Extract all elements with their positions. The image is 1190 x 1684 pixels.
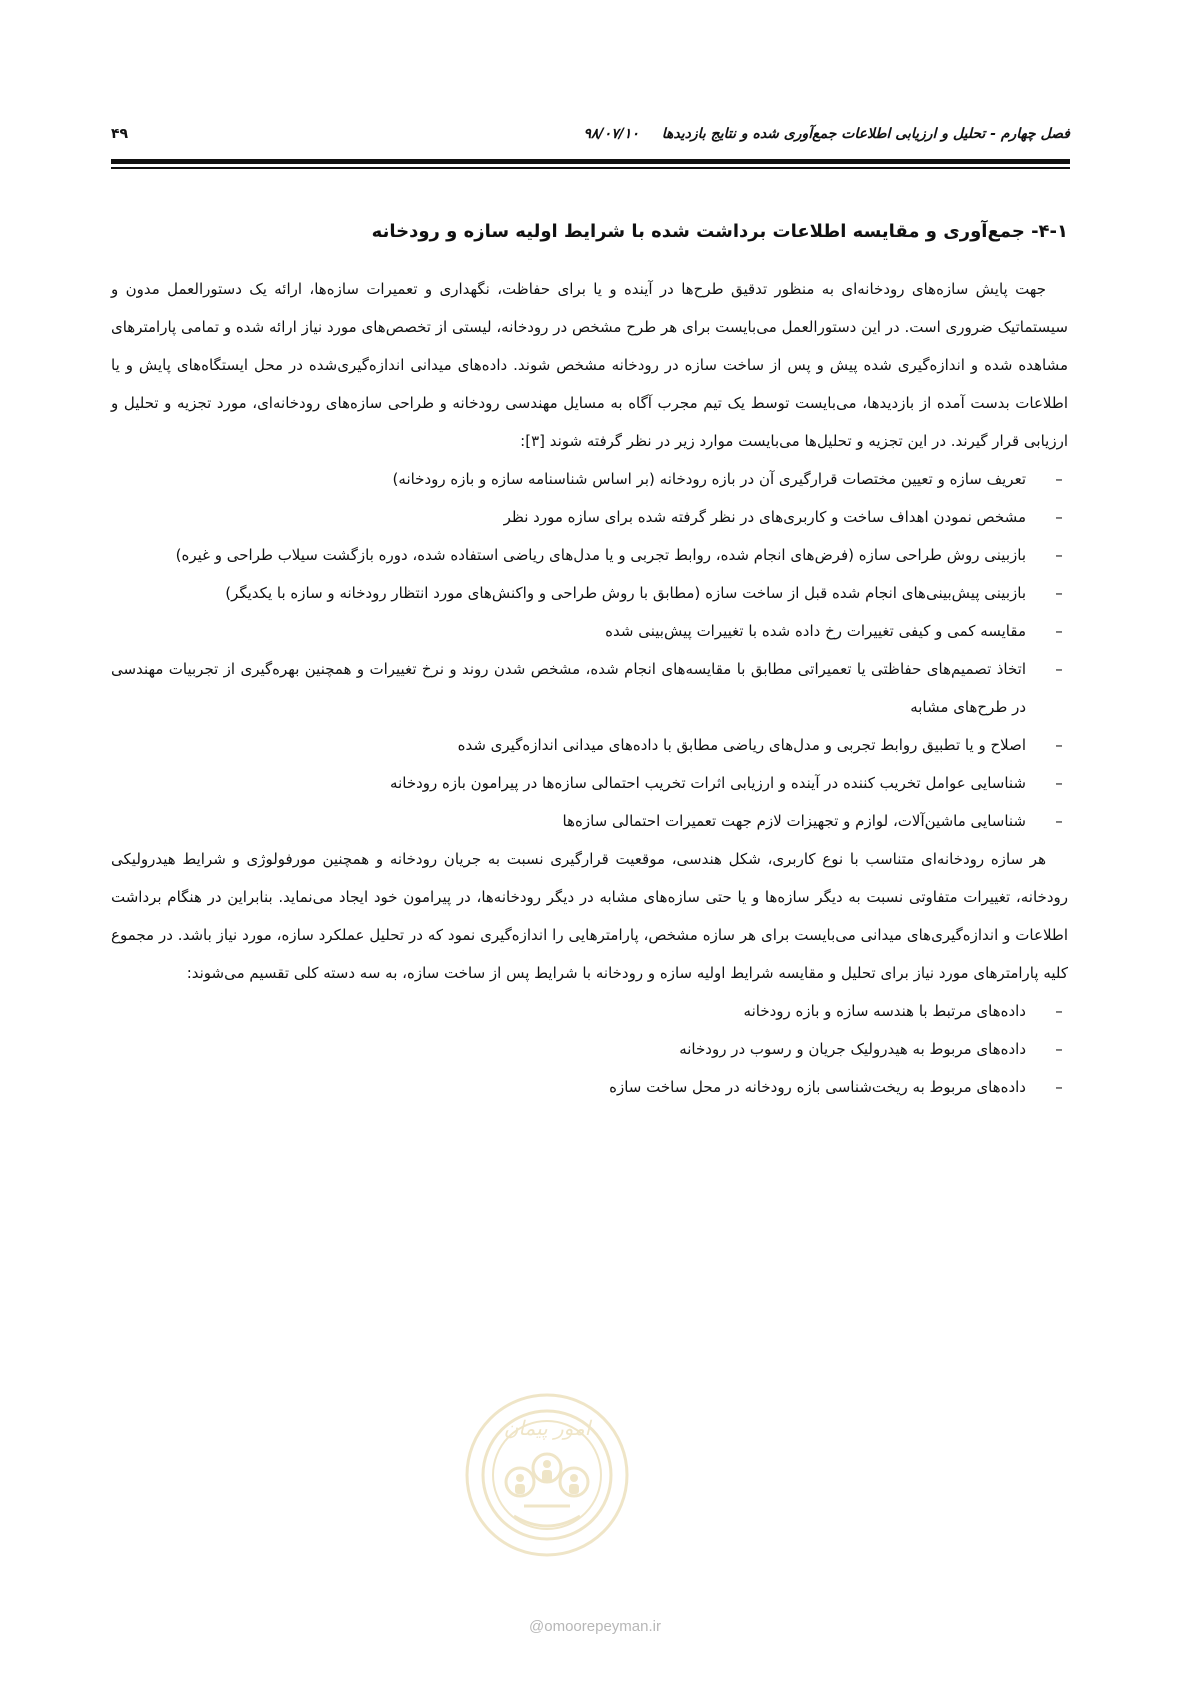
- list-item: [111, 764, 1068, 802]
- watermark-logo-text: امور پیمان: [503, 1416, 591, 1440]
- page-body: [111, 218, 1068, 1106]
- list-item: [111, 1030, 1068, 1068]
- page-number: ۴۹: [111, 126, 129, 142]
- bullet-dash: –: [1055, 660, 1063, 678]
- considerations-list: [111, 460, 1068, 840]
- list-item: [111, 536, 1068, 574]
- intro-paragraph: جهت پایش سازه‌های رودخانه‌ای به منظور تدقیق طرح‌ها در آینده و یا برای حفاظت، نگهداری و تعمیرات سازه‌ها، ارائه یک دستورالعمل مدون و سیستماتیک ضروری است. در این دستورالعمل می‌بایست برای هر طرح مشخص در رودخانه، لیستی از تخصص‌های مورد نیاز ارائه شده و تمامی پارامترهای مشاهده شده و اندازه‌گیری شده پیش و پس از ساخت سازه در رودخانه مشخص شوند. داده‌های میدانی اندازه‌گیری‌شده در محل ایستگاه‌های پایش و یا اطلاعات بدست آمده از بازدیدها، می‌بایست توسط یک تیم مجرب آگاه به مسایل مهندسی رودخانه و طراحی سازه‌های رودخانه‌ای، مورد تجزیه و تحلیل و ارزیابی قرار گیرند. در این تجزیه و تحلیل‌ها می‌بایست موارد زیر در نظر گرفته شوند [۳]:: [111, 280, 1068, 450]
- bullet-dash: –: [1055, 812, 1063, 830]
- list-item: [111, 612, 1068, 650]
- list-item-text: مشخص نمودن اهداف ساخت و کاربری‌های در نظر گرفته شده برای سازه مورد نظر: [503, 508, 1026, 526]
- data-categories-list: [111, 992, 1068, 1106]
- header-date: ۹۸/۰۷/۱۰: [583, 126, 639, 142]
- list-item-text: شناسایی ماشین‌آلات، لوازم و تجهیزات لازم جهت تعمیرات احتمالی سازه‌ها: [562, 812, 1026, 830]
- list-item: [111, 992, 1068, 1030]
- list-item: [111, 460, 1068, 498]
- header-rule-thin: [111, 167, 1070, 169]
- bullet-dash: –: [1055, 1040, 1063, 1058]
- header-rule-thick: [111, 159, 1070, 164]
- bullet-dash: –: [1055, 1002, 1063, 1020]
- bullet-dash: –: [1055, 1078, 1063, 1096]
- list-item-text: اتخاذ تصمیم‌های حفاظتی یا تعمیراتی مطابق با مقایسه‌های انجام شده، مشخص شدن روند و نرخ تغییرات و همچنین بهره‌گیری از تجربیات مهندسی در طرح‌های مشابه: [111, 660, 1026, 716]
- list-item-text: اصلاح و یا تطبیق روابط تجربی و مدل‌های ریاضی مطابق با داده‌های میدانی اندازه‌گیری شده: [457, 736, 1026, 754]
- list-item-text: داده‌های مربوط به ریخت‌شناسی بازه رودخانه در محل ساخت سازه: [609, 1078, 1026, 1096]
- list-item-text: مقایسه کمی و کیفی تغییرات رخ داده شده با تغییرات پیش‌بینی شده: [605, 622, 1026, 640]
- parameters-paragraph: هر سازه رودخانه‌ای متناسب با نوع کاربری، شکل هندسی، موقعیت قرارگیری نسبت به جریان رودخانه و همچنین مورفولوژی و شرایط هیدرولیکی رودخانه، تغییرات متفاوتی نسبت به دیگر سازه‌ها و یا حتی سازه‌های مشابه در دیگر رودخانه‌ها، در پیرامون خود ایجاد می‌نماید. بنابراین در هنگام برداشت اطلاعات و اندازه‌گیری‌های میدانی می‌بایست برای هر سازه مشخص، پارامترهایی را اندازه‌گیری نمود که در تحلیل عملکرد سازه، مورد نیاز باشد. در مجموع کلیه پارامترهای مورد نیاز برای تحلیل و مقایسه شرایط اولیه سازه و رودخانه با شرایط پس از ساخت سازه، به سه دسته کلی تقسیم می‌شوند:: [111, 850, 1068, 982]
- bullet-dash: –: [1055, 622, 1063, 640]
- bullet-dash: –: [1055, 508, 1063, 526]
- list-item-text: بازبینی پیش‌بینی‌های انجام شده قبل از ساخت سازه (مطابق با روش طراحی و واکنش‌های مورد انتظار رودخانه و سازه با یکدیگر): [225, 584, 1026, 602]
- bullet-dash: –: [1055, 736, 1063, 754]
- bullet-dash: –: [1055, 774, 1063, 792]
- list-item: [111, 802, 1068, 840]
- bullet-dash: –: [1055, 470, 1063, 488]
- chapter-title: فصل چهارم - تحلیل و ارزیابی اطلاعات جمع‌آوری شده و نتایج بازدیدها: [661, 126, 1070, 142]
- list-item: [111, 1068, 1068, 1106]
- list-item: [111, 574, 1068, 612]
- list-item: [111, 726, 1068, 764]
- list-item-text: تعریف سازه و تعیین مختصات قرارگیری آن در بازه رودخانه (بر اساس شناسنامه سازه و بازه رودخانه): [392, 470, 1026, 488]
- list-item: [111, 498, 1068, 536]
- list-item-text: داده‌های مربوط به هیدرولیک جریان و رسوب در رودخانه: [679, 1040, 1026, 1058]
- bullet-dash: –: [1055, 584, 1063, 602]
- bullet-dash: –: [1055, 546, 1063, 564]
- running-header: [584, 126, 1070, 142]
- list-item: [111, 650, 1068, 726]
- watermark-site-url: @omoorepeyman.ir: [529, 1618, 661, 1635]
- watermark-logo-icon: [462, 1390, 632, 1560]
- section-heading: ۴-۱- جمع‌آوری و مقایسه اطلاعات برداشت شده با شرایط اولیه سازه و رودخانه: [371, 221, 1068, 242]
- list-item-text: شناسایی عوامل تخریب کننده در آینده و ارزیابی اثرات تخریب احتمالی سازه‌ها در پیرامون بازه رودخانه: [390, 774, 1026, 792]
- list-item-text: داده‌های مرتبط با هندسه سازه و بازه رودخانه: [743, 1002, 1026, 1020]
- list-item-text: بازبینی روش طراحی سازه (فرض‌های انجام شده، روابط تجربی و یا مدل‌های ریاضی استفاده شده، دوره بازگشت سیلاب طراحی و غیره): [175, 546, 1026, 564]
